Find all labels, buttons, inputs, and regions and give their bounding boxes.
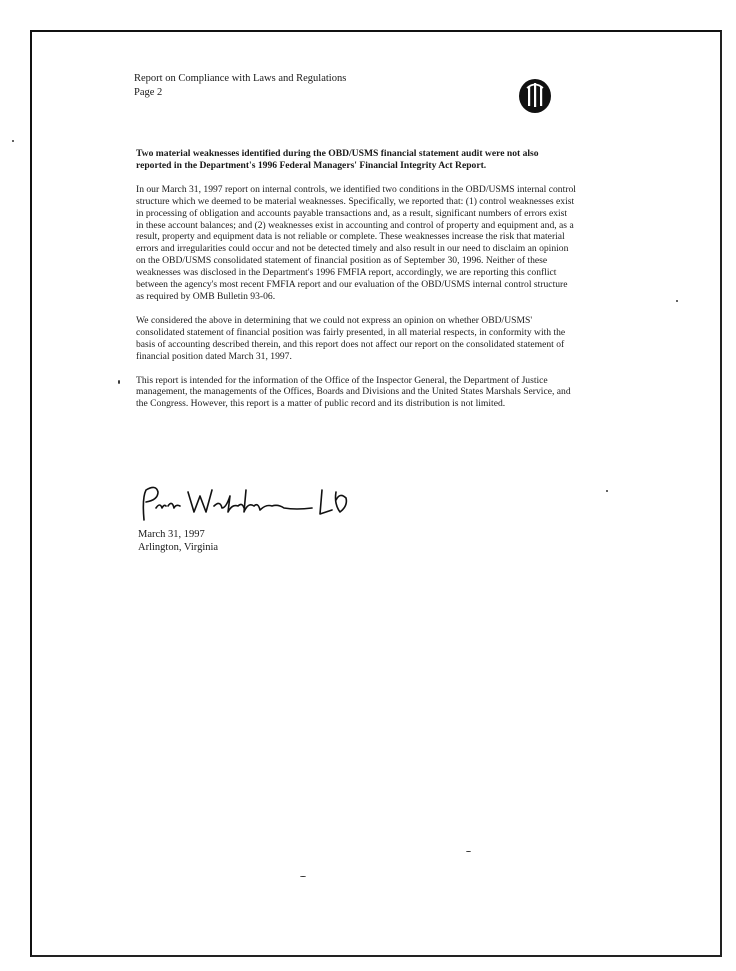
- scan-speck: [466, 851, 471, 852]
- scan-speck: [606, 490, 608, 492]
- distribution-paragraph: This report is intended for the information of the Office of the Inspector General, the Department of Justice management, the managements of the Offices, Boards and Divisions and the United States Marshals Service, and the Congress. However, this report is a matter of public record and its distribution is not limited.: [136, 374, 571, 410]
- finding-heading: Two material weaknesses identified during the OBD/USMS financial statement audit were not also reported in the Department's 1996 Federal Managers' Financial Integrity Act Report.: [136, 148, 539, 171]
- signature: [136, 478, 376, 528]
- opinion-paragraph: We considered the above in determining that we could not express an opinion on whether OBD/USMS' consolidated statement of financial position was fairly presented, in all material respects, in conformity with the basis of accounting described therein, and this report does not affect our report on the consolidated statement of financial position dated March 31, 1997.: [136, 314, 566, 362]
- report-location: Arlington, Virginia: [138, 542, 219, 553]
- finding-paragraph: In our March 31, 1997 report on internal controls, we identified two conditions in the OBD/USMS internal control structure which we deemed to be material weaknesses. Specifically, we reported that: (1) control weaknesses exist in processing of obligation and accounts payable transactions and, as a result, significant numbers of errors exist in these account balances; and (2) weaknesses exist in accounting and control of property and equipment and, as a result, property and equipment data is not reliable or complete. These weaknesses increase the risk that material errors and irregularities could occur and not be detected timely and also result in our need to disclaim an opinion on the OBD/USMS consolidated statement of financial position as of September 30, 1996. Neither of these weaknesses was disclosed in the Department's 1996 FMFIA report, accordingly, we are reporting this conflict between the agency's most recent FMFIA report and our evaluation of the OBD/USMS internal control structure as required by OMB Bulletin 93-06.: [136, 183, 576, 302]
- report-body: [136, 148, 576, 422]
- scan-speck: [118, 380, 120, 384]
- report-date: March 31, 1997: [138, 529, 205, 540]
- document-header: [134, 72, 346, 100]
- page-number: Page 2: [134, 87, 163, 98]
- document-footer: [138, 528, 218, 554]
- agency-seal-icon: [518, 78, 552, 114]
- scan-speck: [300, 876, 306, 877]
- signature-text: Price Waterhouse LLP: [136, 527, 146, 528]
- report-title: Report on Compliance with Laws and Regulations: [134, 73, 347, 84]
- scan-speck: [676, 300, 678, 302]
- scan-speck: [12, 140, 14, 142]
